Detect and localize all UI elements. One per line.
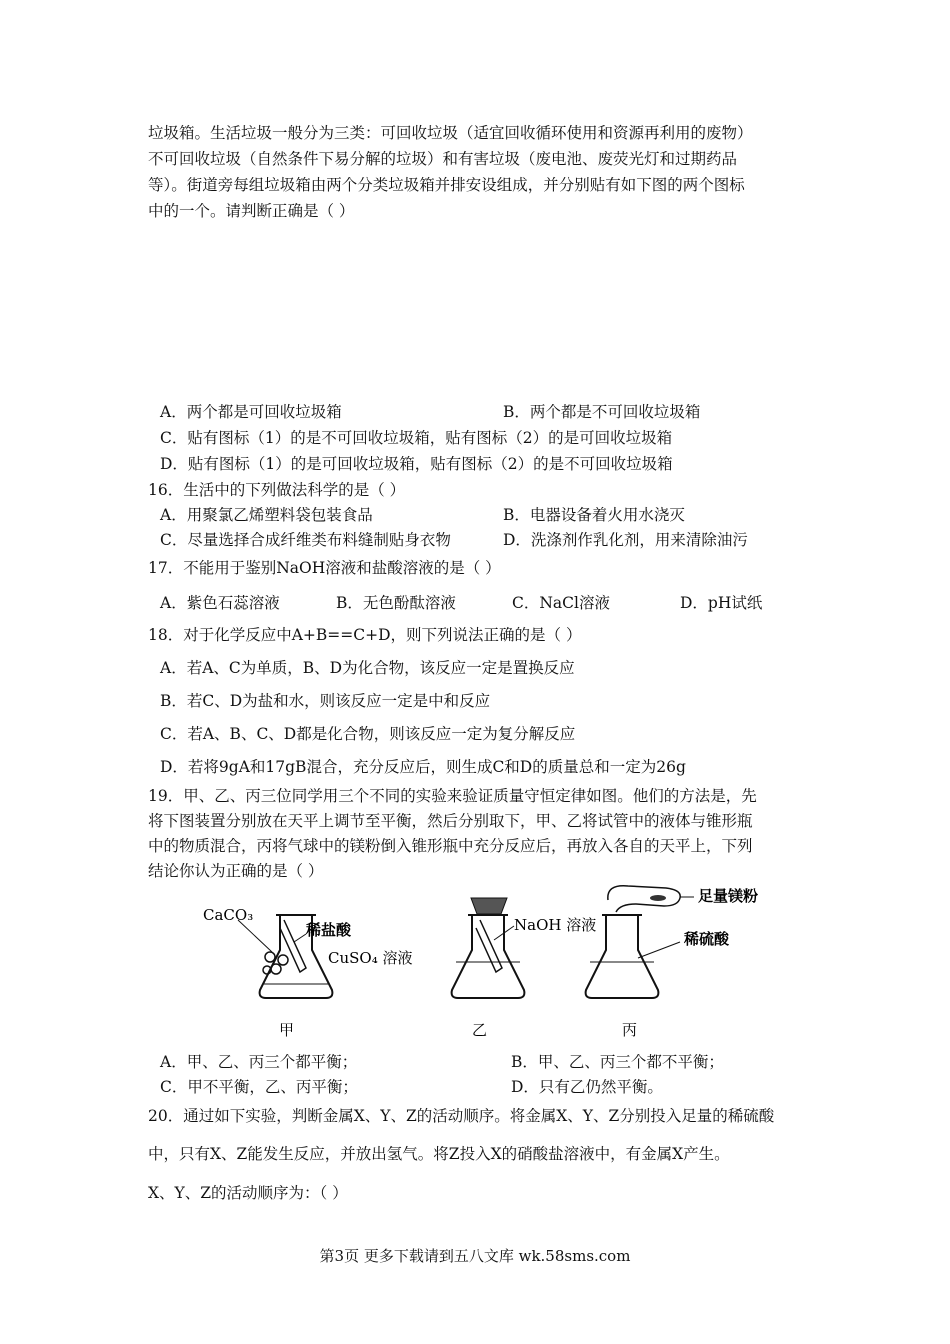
q15-line-1: 垃圾箱。生活垃圾一般分为三类：可回收垃圾（适宜回收循环使用和资源再利用的废物） bbox=[148, 124, 753, 142]
q17-stem: 17．不能用于鉴别NaOH溶液和盐酸溶液的是（ ） bbox=[148, 559, 501, 577]
q15-line-3: 等）。街道旁每组垃圾箱由两个分类垃圾箱并排安设组成，并分别贴有如下图的两个图标 bbox=[148, 176, 745, 194]
q19-option-b: B．甲、乙、丙三个都不平衡； bbox=[511, 1053, 724, 1071]
q17-option-a: A．紫色石蕊溶液 bbox=[160, 594, 280, 612]
flask-bing bbox=[586, 915, 659, 998]
q18-option-b: B．若C、D为盐和水，则该反应一定是中和反应 bbox=[160, 692, 491, 710]
caco3-particles bbox=[263, 952, 288, 974]
q18-option-a: A．若A、C为单质，B、D为化合物，该反应一定是置换反应 bbox=[160, 659, 575, 677]
q19-line-1: 19．甲、乙、丙三位同学用三个不同的实验来验证质量守恒定律如图。他们的方法是，先 bbox=[148, 787, 757, 805]
bing-mg-label: 足量镁粉 bbox=[698, 887, 759, 905]
q19-option-a: A．甲、乙、丙三个都平衡； bbox=[160, 1053, 358, 1071]
mg-powder bbox=[650, 895, 666, 901]
experiment-figure bbox=[180, 880, 800, 1040]
q18-option-d: D．若将9gA和17gB混合，充分反应后，则生成C和D的质量总和一定为26g bbox=[160, 758, 686, 776]
q15-line-4: 中的一个。请判断正确是（ ） bbox=[148, 202, 355, 220]
q15-option-d: D．贴有图标（1）的是可回收垃圾箱，贴有图标（2）的是不可回收垃圾箱 bbox=[160, 455, 673, 473]
q18-stem: 18．对于化学反应中A+B==C+D，则下列说法正确的是（ ） bbox=[148, 626, 582, 644]
q16-option-a: A．用聚氯乙烯塑料袋包装食品 bbox=[160, 506, 373, 524]
q15-option-c: C．贴有图标（1）的是不可回收垃圾箱，贴有图标（2）的是可回收垃圾箱 bbox=[160, 429, 673, 447]
yi-naoh-label: NaOH 溶液 bbox=[514, 916, 597, 934]
q18-option-c: C．若A、B、C、D都是化合物，则该反应一定为复分解反应 bbox=[160, 725, 576, 743]
q19-line-3: 中的物质混合，丙将气球中的镁粉倒入锥形瓶中充分反应后，再放入各自的天平上，下列 bbox=[148, 837, 753, 855]
caption-yi: 乙 bbox=[472, 1021, 488, 1039]
caption-bing: 丙 bbox=[622, 1021, 638, 1039]
q20-line-2: 中，只有X、Z能发生反应，并放出氢气。将Z投入X的硝酸盐溶液中，有金属X产生。 bbox=[148, 1145, 730, 1163]
caption-jia: 甲 bbox=[279, 1021, 295, 1039]
rubber-stopper bbox=[471, 898, 507, 914]
jia-acid-leader bbox=[294, 934, 306, 942]
q20-line-3: X、Y、Z的活动顺序为：（ ） bbox=[148, 1184, 348, 1202]
balloon bbox=[608, 886, 680, 912]
q17-option-c: C．NaCl溶液 bbox=[512, 594, 610, 612]
q16-option-d: D．洗涤剂作乳化剂，用来清除油污 bbox=[503, 531, 748, 549]
jia-caco3-label: CaCO₃ bbox=[203, 906, 254, 924]
q19-line-2: 将下图装置分别放在天平上调节至平衡，然后分别取下，甲、乙将试管中的液体与锥形瓶 bbox=[148, 812, 753, 830]
bing-acid-label: 稀硫酸 bbox=[684, 930, 730, 948]
jia-acid-label: 稀盐酸 bbox=[306, 921, 352, 939]
q15-line-2: 不可回收垃圾（自然条件下易分解的垃圾）和有害垃圾（废电池、废荧光灯和过期药品 bbox=[148, 150, 738, 168]
q19-line-4: 结论你认为正确的是（ ） bbox=[148, 862, 324, 880]
q19-option-d: D．只有乙仍然平衡。 bbox=[511, 1078, 663, 1096]
q16-option-b: B．电器设备着火用水浇灭 bbox=[503, 506, 685, 524]
q20-line-1: 20．通过如下实验，判断金属X、Y、Z的活动顺序。将金属X、Y、Z分别投入足量的稀硫酸 bbox=[148, 1107, 775, 1125]
yi-cuso4-label: CuSO₄ 溶液 bbox=[328, 949, 413, 967]
bing-acid-leader bbox=[638, 942, 680, 958]
q16-stem: 16．生活中的下列做法科学的是（ ） bbox=[148, 481, 406, 499]
q16-option-c: C．尽量选择合成纤维类布料缝制贴身衣物 bbox=[160, 531, 451, 549]
q17-option-b: B．无色酚酞溶液 bbox=[336, 594, 456, 612]
page-footer: 第3页 更多下载请到五八文库 wk.58sms.com bbox=[319, 1247, 631, 1265]
q15-option-b: B．两个都是不可回收垃圾箱 bbox=[503, 403, 701, 421]
q15-option-a: A．两个都是可回收垃圾箱 bbox=[160, 403, 342, 421]
jia-caco3-leader bbox=[238, 920, 272, 952]
q17-option-d: D．pH试纸 bbox=[680, 594, 763, 612]
q19-option-c: C．甲不平衡，乙、丙平衡； bbox=[160, 1078, 358, 1096]
